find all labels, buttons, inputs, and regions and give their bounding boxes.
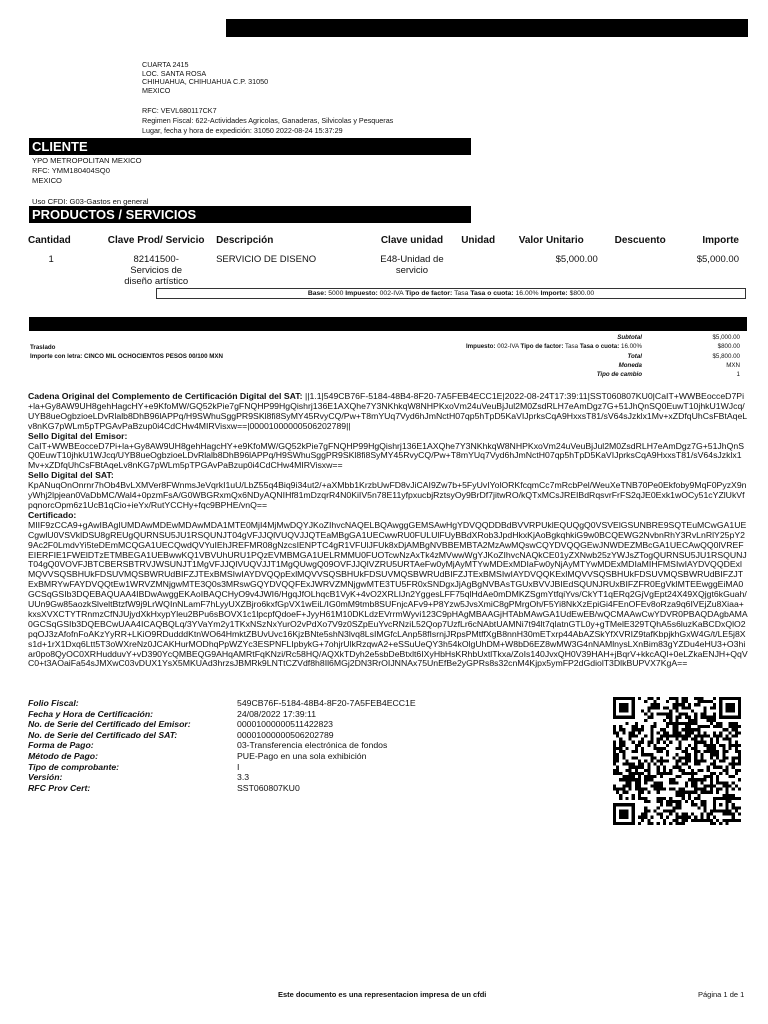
totals-block — [28, 333, 742, 385]
field-value: SST060807KU0 — [237, 782, 300, 793]
cell-cantidad: 1 — [48, 254, 54, 265]
cliente-rfc: RFC: YMM180404SQ0 — [32, 166, 110, 175]
sat-certification — [28, 392, 748, 669]
col-clave-prod: Clave Prod/ Servicio — [107, 235, 205, 246]
uso-cfdi: Uso CFDI: G03-Gastos en general — [32, 197, 149, 206]
fiscal-fields — [28, 698, 416, 793]
issuer-regimen: Regimen Fiscal: 622-Actividades Agricolas, Ganaderas, Silvicolas y Pesqueras — [142, 116, 394, 125]
cell-clave-prod: 82141500- Servicios de diseño artístico — [124, 254, 189, 287]
traslado-tasa-label: Tasa o cuota: — [579, 343, 620, 350]
tax-importe-label: Importe: — [540, 290, 568, 297]
field-label: Folio Fiscal: — [28, 698, 79, 708]
field-value: 24/08/2022 17:39:11 — [237, 708, 317, 719]
issuer-line: MEXICO — [142, 85, 171, 95]
tax-detail-row — [156, 288, 746, 299]
col-clave-unidad: Clave unidad — [380, 235, 444, 246]
field-label: Fecha y Hora de Certificación: — [28, 708, 154, 719]
tax-impuesto-label: Impuesto: — [345, 290, 378, 297]
list-item — [28, 719, 416, 730]
tax-tipo: Tasa — [454, 290, 469, 297]
col-unidad: Unidad — [461, 235, 496, 246]
issuer-lugar: Lugar, fecha y hora de expedición: 31050 2022-08-24 15:37:29 — [142, 126, 343, 135]
field-label: Forma de Pago: — [28, 740, 94, 751]
productos-title: PRODUCTOS / SERVICIOS — [29, 206, 471, 223]
cadena-label: Cadena Original del Complemento de Certificación Digital del SAT: — [28, 391, 303, 401]
importe-letra-value: CINCO MIL OCHOCIENTOS PESOS 00/100 MXN — [84, 353, 224, 360]
tax-tasa-label: Tasa o cuota: — [470, 290, 514, 297]
tax-importe: $800.00 — [569, 290, 595, 297]
list-item — [28, 772, 416, 783]
cliente-info — [32, 156, 142, 186]
footer-note: Este documento es una representacion impresa de un cfdi — [278, 990, 487, 999]
tax-impuesto: 002-IVA — [379, 290, 404, 297]
table-row — [28, 254, 743, 290]
items-table — [28, 227, 743, 290]
cambio-label: Tipo de cambio — [596, 371, 642, 378]
field-value: 00001000000506202789 — [237, 729, 334, 740]
col-cantidad: Cantidad — [28, 235, 71, 246]
field-label: Método de Pago: — [28, 750, 98, 761]
field-label: No. de Serie del Certificado del Emisor: — [28, 719, 191, 730]
col-valor: Valor Unitario — [518, 235, 584, 246]
list-item — [28, 783, 416, 794]
field-label: Versión: — [28, 772, 63, 783]
col-importe: Importe — [702, 235, 739, 246]
cell-unidad — [452, 254, 505, 290]
tax-base: 5000 — [328, 290, 344, 297]
traslado-label: Traslado — [30, 344, 56, 351]
list-item — [28, 751, 416, 762]
traslado-detail — [466, 343, 642, 351]
cell-clave-unidad: E48-Unidad de servicio — [380, 254, 444, 276]
field-label: RFC Prov Cert: — [28, 782, 91, 793]
sello-emisor-label: Sello Digital del Emisor: — [28, 430, 128, 441]
issuer-info — [142, 61, 268, 95]
list-item — [28, 730, 416, 741]
list-item — [28, 709, 416, 720]
traslado-tipo-label: Tipo de factor: — [520, 343, 564, 350]
cliente-name: YPO METROPOLITAN MEXICO — [32, 156, 142, 165]
sello-sat-label: Sello Digital del SAT: — [28, 470, 114, 481]
sello-emisor-value: CaIT+WWBEocceD7Pi+la+Gy8AW9UH8gehHagcHY+e9KfoMW/GQ52kPie7gFNQHP99HgQishrj136E1AXQhe7Y3NKhkqW8NHPKxoVm24uVeuBjJul2M0ZsdRLH7eAmDgz7G+51JhQnSQ0EuwT10jhkU1WJcq/UYB8ueOgbzioeLDvRlalb8DhB96lAPPq/H9SWhuSggPR9SKl8fi8SyMY45RvyCQ/Pw+T8mYUq7Vyd6hJmNctH07qp5hTpD5KaVIJprksCqA9HxxsT81/sV64sJzklx1Mv+xZDfqUhCsFBtAqeLv8nKG7pWLm5pTPGAvPaBzup0i4CdCHw4MIRVisxw== — [28, 440, 744, 471]
cell-descripcion: SERVICIO DE DISENO — [216, 254, 317, 265]
cell-valor: $5,000.00 — [555, 254, 598, 265]
totals-bar — [29, 317, 747, 331]
field-label: Tipo de comprobante: — [28, 761, 120, 772]
issuer-line: CUARTA 2415 — [142, 60, 189, 69]
col-descuento: Descuento — [614, 235, 666, 246]
traslado-impuesto: 002-IVA — [497, 343, 519, 350]
importe-letra — [30, 353, 223, 361]
issuer-rfc: RFC: VEVL680117CK7 — [142, 106, 217, 115]
cell-descuento — [598, 254, 683, 290]
cliente-title: CLIENTE — [29, 138, 471, 155]
moneda-label: Moneda — [618, 362, 642, 369]
list-item — [28, 762, 416, 773]
subtotal-label: Subtotal — [617, 334, 642, 341]
col-descripcion: Descripción — [216, 235, 274, 246]
field-value: I — [237, 761, 240, 772]
list-item — [28, 698, 416, 709]
qr-code-icon — [613, 697, 741, 825]
issuer-line: LOC. SANTA ROSA — [142, 68, 207, 78]
traslado-tasa: 16.00% — [621, 343, 642, 350]
field-value: 00001000000511422823 — [237, 719, 333, 730]
cadena-value: ||1.1|549CB76F-5184-48B4-8F20-7A5FEB4ECC1E|2022-08-24T17:39:11|SST060807KU0|CaIT+WWBEocceD7Pi+la+Gy8AW9UH8gehHagcHY+e9KfoMW/GQ52kPie7gFNQHP99HgQishrj136E1AXQhe7Y3NKhkqW8NHPKxoVm24uVeuBjJul2M0ZsdRLH7eAmDgz7G+51JhQnSQ0EuwT10jhkU1WJcq/UYB8ueOgbzioeLDvRlalb8DhB96lAPPq/H9SWhuSggPR9SKl8fi8SyMY45RvyCQ/Pw+T8mYUq7Vyd6hJmNctH07qp5hTpD5KaVIJprksCqA9HxxsT81/sV64sJzklx1Mv+xZDfqUhCsFBtAqeLv8nKG7pWLm5pTPGAvPaBzup0i4CdCHw4MIRVisxw==|00001000000506202789|| — [28, 391, 748, 431]
cambio-value: 1 — [736, 371, 740, 378]
field-label: No. de Serie del Certificado del SAT: — [28, 729, 178, 740]
moneda-value: MXN — [726, 362, 740, 369]
certificado-value: MIIF9zCCA9+gAwIBAgIUMDAwMDEwMDAwMDA1MTE0MjI4MjMwDQYJKoZIhvcNAQELBQAwggGEMSAwHgYDVQQDDBdBVVRPUklEQUQgQ0VSVElGSUNBRE9SQTEuMCwGA1UECgwlU0VSVklDSU8gREUgQURNSU5JU1RSQUNJT04gVFJJQlVUQVJJQTEaMBgGA1UECwwRU0FULUlFUyBBdXRob3JpdHkxKjAoBgkqhkiG9w0BCQEWG2NvbnRhY3RvLnRlY25pY29Ac2F0LmdvYi5teDEmMCQGA1UECQwdQVYuIEhJREFMR08gNzcsIENPTC4gR1VFUlJFUk8xDjAMBgNVBBEMBTA2MzAwMQswCQYDVQQGEwJNWDEZMBcGA1UECAwQQ0lVREFEIERFIE1FWElDTzETMBEGA1UEBwwKQ1VBVUhURU1PQzEVMBMGA1UELRMMU0FUOTcwNzAxTk4zMVwwWgYJKoZIhvcNAQkCE01yZXNwb25zYWJsZTogQURNSU5JU1RSQUNJT04gQ0VOVFJBTCBERSBTRVJWSUNJT1MgVFJJQlVUQVJJT1MgQUwgQ09OVFJJQlVZRU5URTAeFw0yMjAyMTYwMDExMDIaFw0yNjAyMTYwMDExMDIaMIHFMSIwIAYDVQQDExlMQVVSQSBHUkFDSUVMQSBWRUdBIFZJTExBMSIwIAYDVQQpExlMQVVSQSBHUkFDSUVMQSBWRUdBIFZJTExBMSIwIAYDVQQKExlMQVVSQSBHUkFDSUVMQSBWRUdBIFZJTExBMRYwFAYDVQQtEw1WRVZMNjgwMTE3Q0s3MRswGQYDVQQFExJWRVZMNjgwMTE3TU5FR0xSNDgxJjAgBgNVBAsTGUxBVVJBIEdSQUNJRUxBIFZFR0EgVklMTEEwggEiMA0GCSqGSIb3DQEBAQUAA4IBDwAwggEKAoIBAQCHyO9v4JWI6/HgqJfOLhqcB1VyK+4vO2XRLIJn2YggesLFF75qlHdAe0mDMKZSgmYtfqiYvs/CkYT1qERq2GjVgEpt24X49XQjgt6kGuah/UUn9Gw85aozkSlveltBtzfW9j9LrWQInNLamF7hLyyUXZBjro6kxfGpVX1wEiL/IG0mM9tmb8SUFnjcAFv9+P8Yzw5JvsXmiC8gPMrgOh/F5Yi8NkXzEpiGi4FEnOFEv8oRza9q6IVEjZu8Xiaa+kxsXVXCTYTRnmzCfNJUjydXkHxypYleu2BPu6sBOVX1c1lpcpfQdoeF+JyyH61M10DKLdzEVrrmWyvi123C9pHAgMBAAGjHTAbMAwGA1UdEwEB/wQCMAAwCwYDVR0PBAQDAgbAMA0GCSqGSIb3DQEBCwUAA4ICAQBQLq/3YVaYm2y1TKxNSzNxYurO2vPdXo7V9z0SZpEuYvcRNziL52Qop7UzfLr6cNAbtUAMNi7t94lt7qlatnGTL0y+gTMelE329TQhA5s6luzKaBCDxQlO2pqOJ3zAfofnFoAKzYyRR+LKiO9RDudddKtnWO64HmktZBUvUvc16KjzBNte5shN3lvq8LsIMGfcLAnp58fIsrnjJRpsPMtffXgB8nnH30mETxrp44AbAZSkYfXVRIZ9tafKbpjkhGxW4G/t/LE5j8Xs1d+1rX1Dxq6Ltt5T3oWXreNz0JCAKHurMODhqPpWZYc3ESPNFLIpbykG+7ohjrUlkRzqwA2+eSSuUeQY3h54kOlgUhDM+W8bD6EZ8wMW3G4nNAMlnysLXnBim83gYZDu4eHU3+O3hiar0po8QyOC0XRHudduvY+vD390YcQMBEQG9AHqAMRtFqKNzi/Rc58HQ/AQXkTDyh2e5sbDeBtxlt6IXyHbHsKRhbUxtlTkxa/ZoIs140JvxQH0V39HAH+jBqrV+kkcAQl+0eLZkaENJH+QqVC0+t3AOaiFa54sJMXwC03vDUX1YsX5MKUAd3hrzsJBMRk9LNTtCZVdf8h8Il6MGj2DN3RrOIJNNAx75UnEfBe2yGPRs8s32cnM4Kjpx5ymFP2dGdiolT3DlkBUPVX7KgA== — [28, 519, 748, 669]
cliente-country: MEXICO — [32, 176, 62, 185]
total-label: Total — [627, 353, 642, 360]
field-value: PUE-Pago en una sola exhibición — [237, 750, 367, 761]
tax-tipo-label: Tipo de factor: — [405, 290, 453, 297]
page-number: Página 1 de 1 — [698, 990, 745, 999]
subtotal-value: $5,000.00 — [712, 334, 740, 341]
header-bar — [226, 19, 748, 37]
cell-importe: $5,000.00 — [696, 254, 739, 265]
issuer-line: CHIHUAHUA, CHIHUAHUA C.P. 31050 — [142, 77, 269, 87]
importe-letra-label: Importe con letra: — [30, 353, 83, 360]
field-value: 03-Transferencia electrónica de fondos — [237, 740, 388, 751]
traslado-tipo: Tasa — [565, 343, 579, 350]
tax-base-label: Base: — [307, 290, 327, 297]
traslado-value: $800.00 — [717, 343, 740, 350]
sello-sat-value: KpANuqOnOnrnr7hOb4BvLXMVer8FWnmsJeVqrkI1uU/LbZ55q4Biq9i34ut2/+aXMbb1KrzbUwFD8vJiCAI9Zw7b+5FyUvIYolORKfcqmCc7mRcbPel/WeuXeTNB70Pe0Ekfoby9MqF0PyzX9nyWhj2lpjean0VaDbMC/Wal4+0pzmFsA/G0WBGRxmQx6NDyAQNIHf81mDzqrR4N0KiIV5n78E11yfpxucbjRztsyOy9BrDf7jitwRO/kQTxMCsJREIBdRqsvrFrFS2qJE0Exk1wOCy51cYZlUkVfpqnorcOpm6z1UcB1qCio+ieYx/RutYCCHy+fqc9BPHE/vnQ== — [28, 480, 747, 510]
list-item — [28, 740, 416, 751]
field-value: 3.3 — [237, 772, 250, 783]
field-value: 549CB76F-5184-48B4-8F20-7A5FEB4ECC1E — [237, 698, 416, 708]
tax-tasa: 16.00% — [515, 290, 539, 297]
total-value: $5,800.00 — [712, 353, 740, 360]
certificado-label: Certificado: — [28, 509, 77, 520]
traslado-impuesto-label: Impuesto: — [465, 343, 496, 350]
